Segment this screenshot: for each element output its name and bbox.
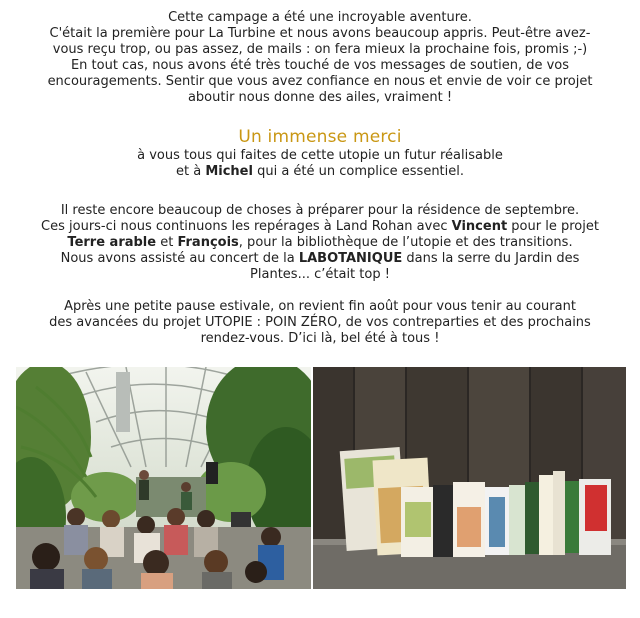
- intro-line: En tout cas, nous avons été très touché de vos messages de soutien, de vos: [70, 58, 570, 73]
- name-francois: François: [177, 235, 239, 250]
- text-run: dans la serre du Jardin des: [402, 251, 580, 266]
- text-run: et à: [175, 164, 206, 179]
- name-labotanique: LABOTANIQUE: [298, 251, 403, 266]
- closing-paragraph: [20, 299, 620, 347]
- closing-line: Après une petite pause estivale, on revient fin août pour vous tenir au courant: [64, 299, 576, 314]
- text-run: et: [156, 235, 178, 250]
- closing-line: rendez-vous. D’ici là, bel été à tous !: [200, 331, 440, 346]
- greenhouse-concert-photo: [16, 367, 311, 589]
- intro-line: vous reçu trop, ou pas assez, de mails : on fera mieux la prochaine fois, promis ;-): [52, 42, 588, 57]
- thanks-paragraph: [20, 148, 620, 180]
- name-vincent: Vincent: [451, 219, 508, 234]
- thanks-line: à vous tous qui faites de cette utopie un futur réalisable: [137, 148, 503, 163]
- text-run: Nous avons assisté au concert de la: [60, 251, 299, 266]
- thanks-line: [20, 164, 620, 180]
- text-run: , pour la bibliothèque de l’utopie et des transitions.: [238, 235, 573, 250]
- text-run: pour le projet: [507, 219, 599, 234]
- intro-paragraph: [20, 10, 620, 106]
- intro-line: aboutir nous donne des ailes, vraiment !: [187, 90, 453, 105]
- books-photo: [313, 367, 626, 589]
- news-paragraph: [20, 203, 620, 283]
- name-michel: Michel: [205, 164, 253, 179]
- text-run: Ces jours-ci nous continuons les repérages à Land Rohan avec: [41, 219, 452, 234]
- intro-line: encouragements. Sentir que vous avez confiance en nous et envie de voir ce projet: [47, 74, 593, 89]
- thanks-heading: Un immense merci: [238, 127, 402, 147]
- news-line: [20, 235, 620, 251]
- intro-line: C'était la première pour La Turbine et nous avons beaucoup appris. Peut-être avez-: [49, 26, 591, 41]
- greenhouse-illustration: [16, 367, 311, 589]
- news-line: Plantes... c’était top !: [250, 267, 390, 282]
- name-terre-arable: Terre arable: [67, 235, 157, 250]
- books-illustration: [313, 367, 626, 589]
- news-line: [20, 219, 620, 235]
- news-line: Il reste encore beaucoup de choses à préparer pour la résidence de septembre.: [60, 203, 580, 218]
- intro-line: Cette campage a été une incroyable aventure.: [168, 10, 472, 25]
- text-run: qui a été un complice essentiel.: [252, 164, 465, 179]
- closing-line: des avancées du projet UTOPIE : POIN ZÉRO, de vos contreparties et des prochains: [49, 315, 591, 330]
- news-line: [20, 251, 620, 267]
